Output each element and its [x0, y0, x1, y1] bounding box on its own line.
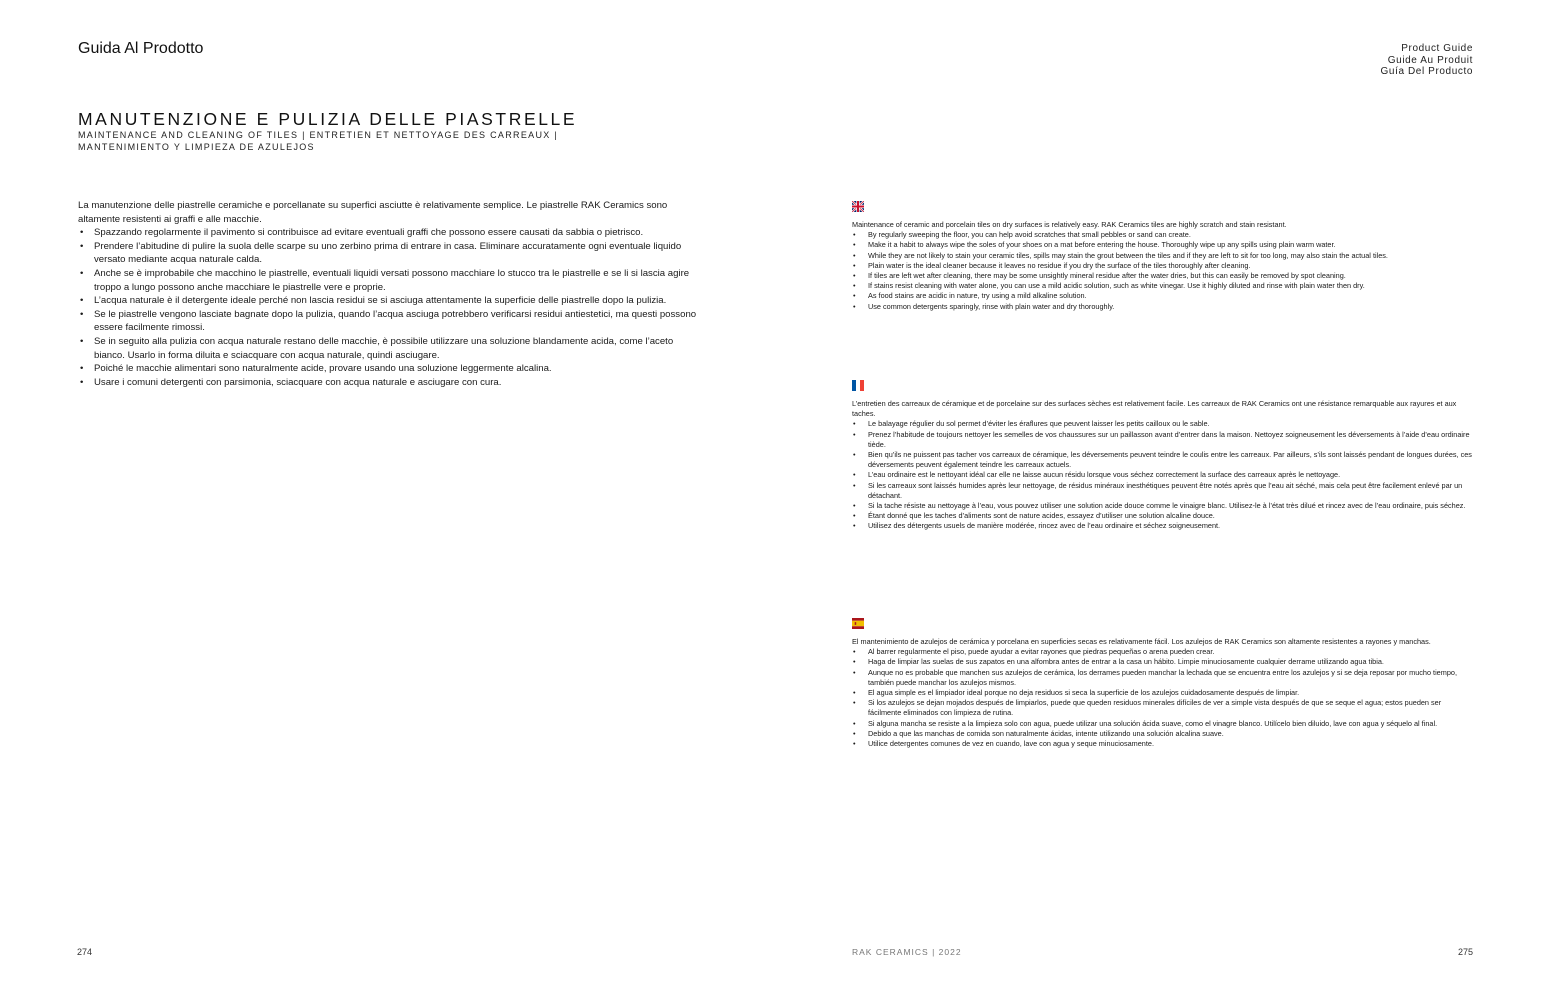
page-number-left: 274 [77, 947, 93, 957]
italian-intro: La manutenzione delle piastrelle ceramiche e porcellanate su superfici asciutte è relativamente semplice. Le piastrelle RAK Ceramics sono altamente resistenti ai graffi e alle macchie. [78, 200, 668, 225]
list-item: • If tiles are left wet after cleaning, there may be some unsightly mineral residue after the water dries, but this can easily be removed by spot cleaning. [852, 271, 1474, 281]
english-list [852, 230, 1474, 312]
guide-lang-fr: Guide Au Produit [1387, 54, 1473, 66]
guide-title: Guida Al Prodotto [78, 40, 204, 57]
list-item: • Al barrer regularmente el piso, puede ayudar a evitar rayones que piedras pequeñas o arena pueden crear. [852, 647, 1474, 657]
list-item: • L’acqua naturale è il detergente ideale perché non lascia residui se si asciuga attentamente la superficie delle piastrelle dopo la pulizia. [78, 294, 700, 308]
guide-lang-en: Product Guide [1401, 43, 1473, 54]
guide-lang-es: Guía Del Producto [1380, 66, 1473, 77]
list-item: • If stains resist cleaning with water alone, you can use a mild acidic solution, such as white vinegar. Use it highly diluted and rinse with plain water then dry. [852, 281, 1474, 291]
list-item: • Si la tache résiste au nettoyage à l’eau, vous pouvez utiliser une solution acide douce comme le vinaigre blanc. Utilisez-le à l’état très dilué et rincez avec de l’eau ordinaire, puis séchez. [852, 501, 1474, 511]
french-intro: L’entretien des carreaux de céramique et de porcelaine sur des surfaces sèches est relativement facile. Les carreaux de RAK Ceramics ont une résistance remarquable aux rayures et aux taches. [852, 399, 1457, 419]
list-item: • L’eau ordinaire est le nettoyant idéal car elle ne laisse aucun résidu lorsque vous séchez correctement la surface des carreaux après le nettoyage. [852, 470, 1474, 480]
list-item: • By regularly sweeping the floor, you can help avoid scratches that small pebbles or sand can create. [852, 230, 1474, 240]
italian-section [78, 199, 700, 389]
list-item: • Use common detergents sparingly, rinse with plain water and dry thoroughly. [852, 302, 1474, 312]
france-flag-icon [852, 380, 864, 391]
english-section [852, 201, 1474, 312]
spanish-intro: El mantenimiento de azulejos de cerámica y porcelana en superficies secas es relativamente fácil. Los azulejos de RAK Ceramics son altamente resistentes a rayones y manchas. [852, 637, 1431, 646]
uk-flag-icon [852, 201, 864, 212]
list-item: • Se in seguito alla pulizia con acqua naturale restano delle macchie, è possibile utilizzare una soluzione blandamente acida, come l’aceto bianco. Usarlo in forma diluita e sciacquare con acqua naturale, quindi asciugare. [78, 335, 700, 362]
list-item: • Utilisez des détergents usuels de manière modérée, rincez avec de l’eau ordinaire et séchez soigneusement. [852, 521, 1474, 531]
list-item: • Make it a habit to always wipe the soles of your shoes on a mat before entering the house. Thoroughly wipe up any spills using plain warm water. [852, 240, 1474, 250]
french-section [852, 380, 1474, 532]
list-item: • Poiché le macchie alimentari sono naturalmente acide, provare usando una soluzione leggermente alcalina. [78, 362, 700, 376]
list-item: • Si alguna mancha se resiste a la limpieza solo con agua, puede utilizar una solución ácida suave, como el vinagre blanco. Utilícelo bien diluido, lave con agua y séquelo al final. [852, 719, 1474, 729]
list-item: • El agua simple es el limpiador ideal porque no deja residuos si seca la superficie de los azulejos cuidadosamente después de limpiar. [852, 688, 1474, 698]
guide-language-list [1381, 43, 1473, 78]
list-item: • Haga de limpiar las suelas de sus zapatos en una alfombra antes de entrar a la casa un hábito. Limpie minuciosamente cualquier derrame utilizando agua tibia. [852, 657, 1474, 667]
list-item: • Si los azulejos se dejan mojados después de limpiarlos, puede que queden residuos minerales difíciles de ver a simple vista después de que se seque el agua; estos pueden ser fácilmente eliminados con limpieza de rutina. [852, 698, 1474, 718]
list-item: • Se le piastrelle vengono lasciate bagnate dopo la pulizia, quando l’acqua asciuga potrebbero verificarsi residui antiestetici, ma questi possono essere facilmente rimossi. [78, 308, 700, 335]
page-subtitle: MAINTENANCE AND CLEANING OF TILES | ENTRETIEN ET NETTOYAGE DES CARREAUX | MANTENIMIENTO Y LIMPIEZA DE AZULEJOS [78, 130, 558, 152]
list-item: • Spazzando regolarmente il pavimento si contribuisce ad evitare eventuali graffi che possono essere causati da sabbia o pietrisco. [78, 226, 700, 240]
page-number-right: 275 [1457, 947, 1473, 957]
spanish-section [852, 618, 1474, 749]
footer-brand: RAK CERAMICS | 2022 [852, 947, 962, 957]
page-title: MANUTENZIONE E PULIZIA DELLE PIASTRELLE [78, 109, 578, 129]
list-item: • While they are not likely to stain your ceramic tiles, spills may stain the grout between the tiles and if they are left to sit for too long, may also stain the actual tiles. [852, 251, 1474, 261]
list-item: • Si les carreaux sont laissés humides après leur nettoyage, de résidus minéraux inesthétiques peuvent être notés après que l’eau ait séché, mais cela peut être facilement enlevé par un détachant. [852, 481, 1474, 501]
list-item: • Prendere l’abitudine di pulire la suola delle scarpe su uno zerbino prima di entrare in casa. Eliminare accuratamente ogni eventuale liquido versato mediante acqua naturale calda. [78, 240, 700, 267]
list-item: • Étant donné que les taches d’aliments sont de nature acides, essayez d’utiliser une solution alcaline douce. [852, 511, 1474, 521]
list-item: • Aunque no es probable que manchen sus azulejos de cerámica, los derrames pueden manchar la lechada que se encuentra entre los azulejos y si se deja reposar por mucho tiempo, también puede manchar los azulejos mismos. [852, 668, 1474, 688]
english-intro: Maintenance of ceramic and porcelain tiles on dry surfaces is relatively easy. RAK Ceramics tiles are highly scratch and stain resistant. [852, 220, 1287, 229]
list-item: • Plain water is the ideal cleaner because it leaves no residue if you dry the surface of the tiles thoroughly after cleaning. [852, 261, 1474, 271]
italian-list [78, 226, 700, 389]
french-list [852, 419, 1474, 531]
list-item: • Debido a que las manchas de comida son naturalmente ácidas, intente utilizando una solución alcalina suave. [852, 729, 1474, 739]
spanish-list [852, 647, 1474, 749]
list-item: • Bien qu’ils ne puissent pas tacher vos carreaux de céramique, les déversements peuvent teindre le coulis entre les carreaux. Par ailleurs, s’ils sont laissés pendant de longues durées, ces déversements peuvent également teindre les carreaux actuels. [852, 450, 1474, 470]
list-item: • Anche se è improbabile che macchino le piastrelle, eventuali liquidi versati possono macchiare lo stucco tra le piastrelle e se li si lascia agire troppo a lungo possono anche macchiare le piastrelle vere e proprie. [78, 267, 700, 294]
list-item: • Usare i comuni detergenti con parsimonia, sciacquare con acqua naturale e asciugare con cura. [78, 376, 700, 390]
spain-flag-icon [852, 618, 864, 629]
list-item: • Utilice detergentes comunes de vez en cuando, lave con agua y seque minuciosamente. [852, 739, 1474, 749]
list-item: • As food stains are acidic in nature, try using a mild alkaline solution. [852, 291, 1474, 301]
list-item: • Le balayage régulier du sol permet d’éviter les éraflures que peuvent laisser les petits cailloux ou le sable. [852, 419, 1474, 429]
list-item: • Prenez l’habitude de toujours nettoyer les semelles de vos chaussures sur un paillasson avant d’entrer dans la maison. Nettoyez soigneusement les déversements à l’aide d’eau ordinaire tiède. [852, 430, 1474, 450]
